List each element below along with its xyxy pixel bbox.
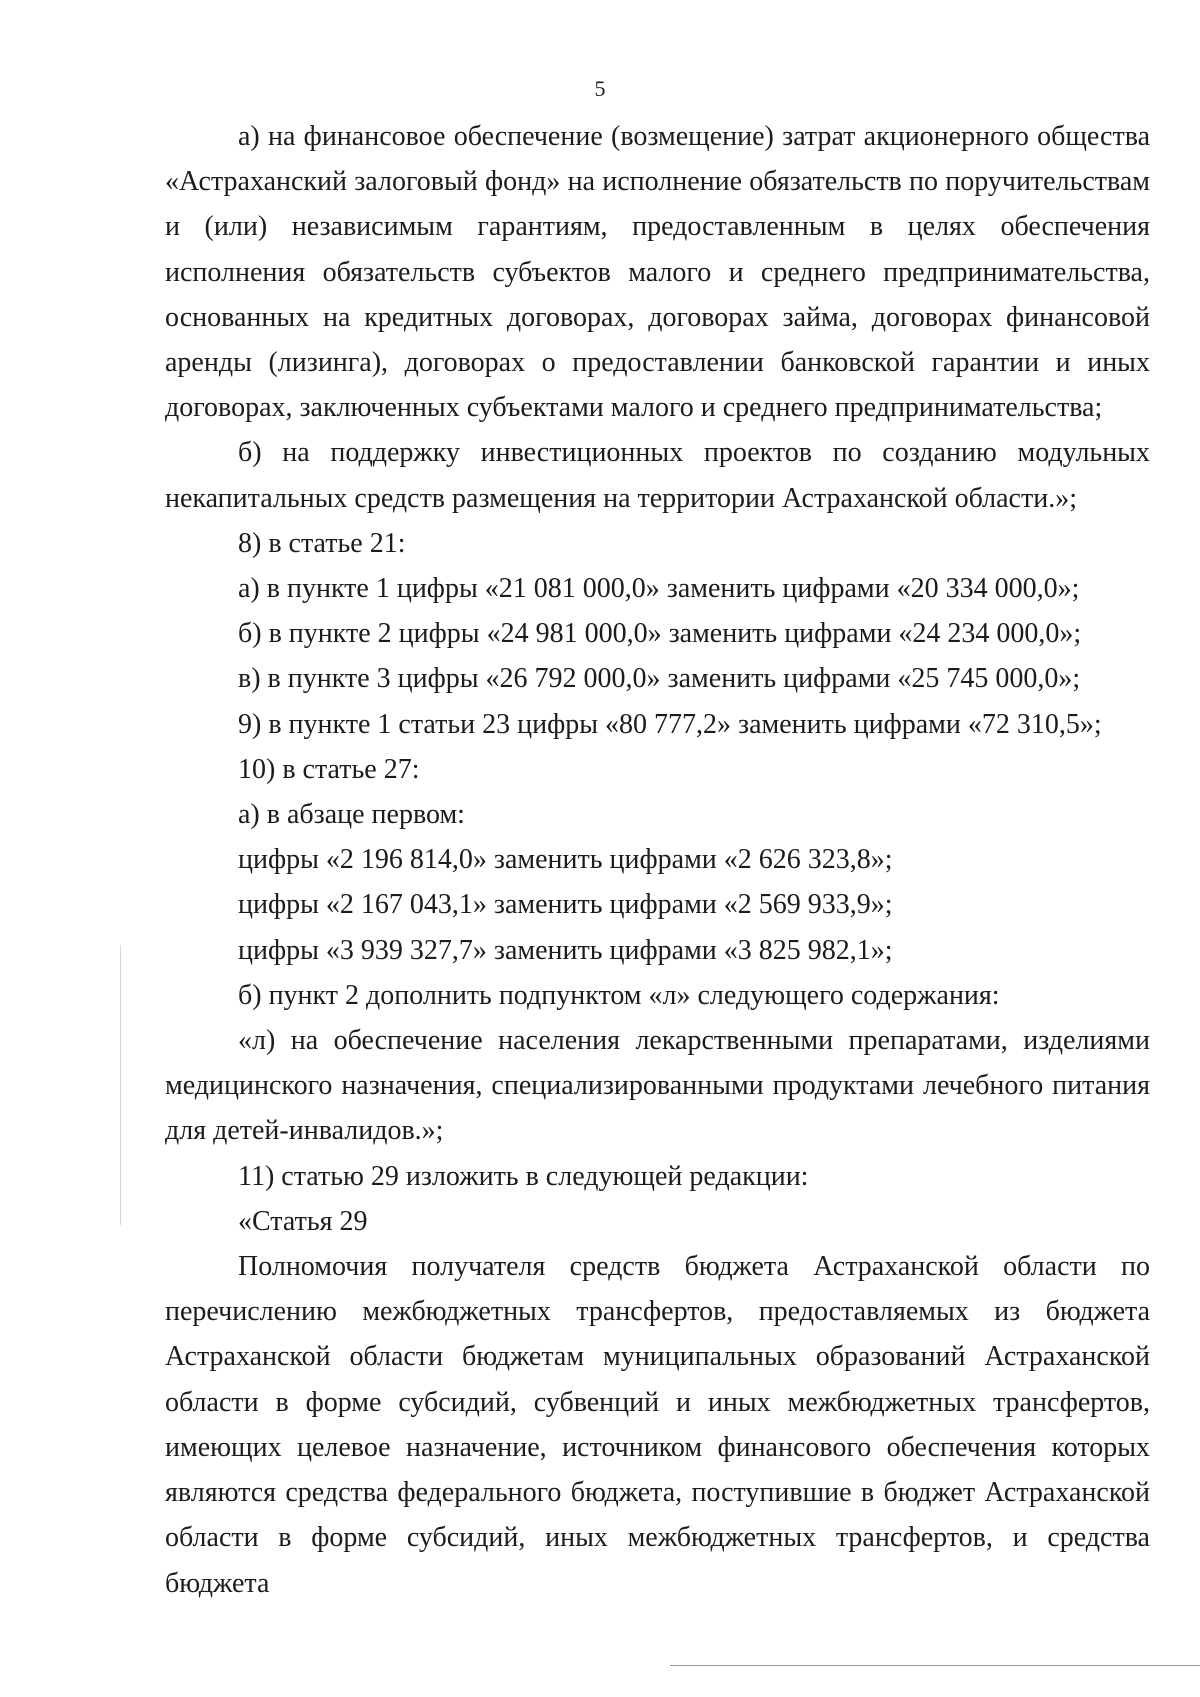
paragraph-8a: а) в пункте 1 цифры «21 081 000,0» заменить цифрами «20 334 000,0»; bbox=[238, 573, 1080, 605]
paragraph-item-10: 10) в статье 27: bbox=[238, 753, 420, 785]
paragraph-item-8: 8) в статье 21: bbox=[238, 527, 406, 559]
paragraph-a-financial-support: а) на финансовое обеспечение (возмещение) затрат акционерного общества «Астраханский залоговый фонд» на исполнение обязательств по поручительствам и (или) независимым гарантиям, предоставленным в целях обеспечения исполнения обязательств субъектов малого и среднего предпринимательства, основанных на кредитных договорах, договорах займа, договорах финансовой аренды (лизинга), договорах о предоставлении банковской гарантии и иных договорах, заключенных субъектами малого и среднего предпринимательства; bbox=[165, 121, 1150, 424]
paragraph-digits-3: цифры «3 939 327,7» заменить цифрами «3 825 982,1»; bbox=[238, 934, 893, 966]
article-29-text: Полномочия получателя средств бюджета Астраханской области по перечислению межбюджетных трансфертов, предоставляемых из бюджета Астраханской области бюджетам муниципальных образований Астраханской области в форме субсидий, субвенций и иных межбюджетных трансфертов, имеющих целевое назначение, источником финансового обеспечения которых являются средства федерального бюджета, поступившие в бюджет Астраханской области в форме субсидий, иных межбюджетных трансфертов, и средства бюджета bbox=[165, 1251, 1150, 1599]
paragraph-subitem-l: «л) на обеспечение населения лекарственными препаратами, изделиями медицинского назначения, специализированными продуктами лечебного питания для детей-инвалидов.»; bbox=[165, 1025, 1150, 1147]
paragraph-item-9: 9) в пункте 1 статьи 23 цифры «80 777,2» заменить цифрами «72 310,5»; bbox=[238, 708, 1102, 740]
scan-margin-mark bbox=[120, 945, 121, 1225]
page-number: 5 bbox=[594, 76, 606, 101]
article-29-heading: «Статья 29 bbox=[238, 1205, 368, 1237]
paragraph-digits-2: цифры «2 167 043,1» заменить цифрами «2 569 933,9»; bbox=[238, 889, 893, 921]
paragraph-digits-1: цифры «2 196 814,0» заменить цифрами «2 626 323,8»; bbox=[238, 844, 893, 876]
paragraph-8b: б) в пункте 2 цифры «24 981 000,0» заменить цифрами «24 234 000,0»; bbox=[238, 618, 1082, 650]
paragraph-10b: б) пункт 2 дополнить подпунктом «л» следующего содержания: bbox=[238, 979, 1000, 1011]
paragraph-8c: в) в пункте 3 цифры «26 792 000,0» заменить цифрами «25 745 000,0»; bbox=[238, 663, 1081, 695]
paragraph-b-investment-projects: б) на поддержку инвестиционных проектов по созданию модульных некапитальных средств размещения на территории Астраханской области.»; bbox=[165, 437, 1150, 514]
bottom-rule bbox=[670, 1665, 1200, 1666]
paragraph-10a: а) в абзаце первом: bbox=[238, 799, 465, 831]
paragraph-item-11: 11) статью 29 изложить в следующей редакции: bbox=[238, 1160, 809, 1192]
document-body bbox=[165, 114, 1150, 1606]
